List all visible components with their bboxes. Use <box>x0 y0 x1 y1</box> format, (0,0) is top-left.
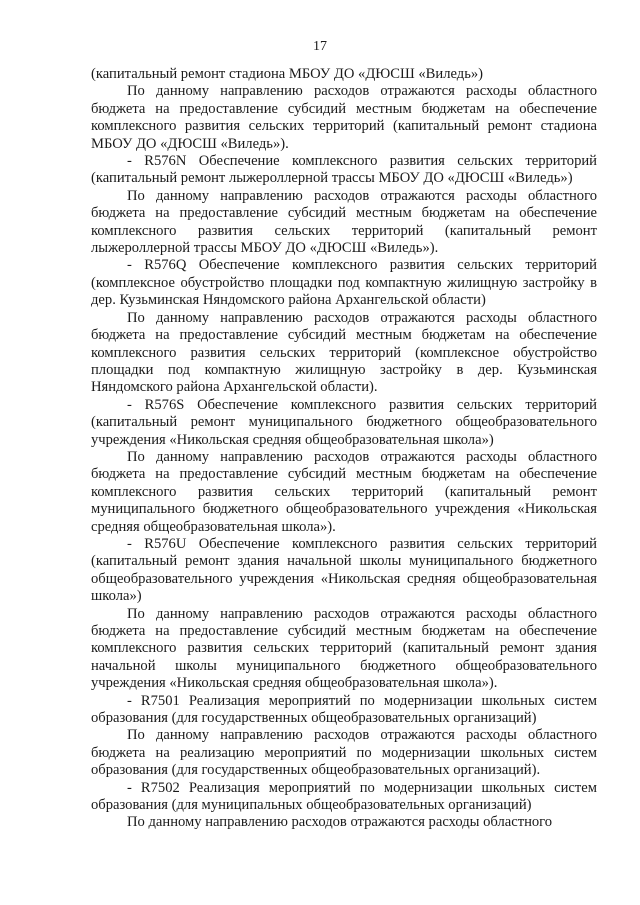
paragraph-description: По данному направлению расходов отражаются расходы областного бюджета на реализацию мероприятий по модернизации школьных систем образования (для государственных общеобразовательных организаций). <box>91 727 597 779</box>
paragraph-description: По данному направлению расходов отражаются расходы областного <box>127 814 553 831</box>
document-body <box>91 66 597 832</box>
paragraph-code-r7502: - R7502 Реализация мероприятий по модернизации школьных систем образования (для муниципальных общеобразовательных организаций) <box>91 779 597 814</box>
paragraph-description: По данному направлению расходов отражаются расходы областного бюджета на предоставление субсидий местным бюджетам на обеспечение комплексного развития сельских территорий (капитальный ремонт муниципального бюджетного общеобразовательного учреждения «Никольская средняя общеобразовательная школа»). <box>91 448 597 535</box>
paragraph-description: По данному направлению расходов отражаются расходы областного бюджета на предоставление субсидий местным бюджетам на обеспечение комплексного развития сельских территорий (комплексное обустройство площадки под компактную жилищную застройку в дер. Кузьминская Няндомского района Архангельской области). <box>91 309 597 396</box>
paragraph-code-r7501: - R7501 Реализация мероприятий по модернизации школьных систем образования (для государственных общеобразовательных организаций) <box>91 692 597 727</box>
paragraph-description: По данному направлению расходов отражаются расходы областного бюджета на предоставление субсидий местным бюджетам на обеспечение комплексного развития сельских территорий (капитальный ремонт лыжероллерной трассы МБОУ ДО «ДЮСШ «Виледь»). <box>91 187 597 257</box>
paragraph-code-r576s: - R576S Обеспечение комплексного развития сельских территорий (капитальный ремонт муниципального бюджетного общеобразовательного учреждения «Никольская средняя общеобразовательная школа») <box>91 396 597 448</box>
page-number: 17 <box>313 39 327 54</box>
paragraph-description: По данному направлению расходов отражаются расходы областного бюджета на предоставление субсидий местным бюджетам на обеспечение комплексного развития сельских территорий (капитальный ремонт здания начальной школы муниципального бюджетного общеобразовательного учреждения «Никольская средняя общеобразовательная школа»). <box>91 605 597 692</box>
paragraph-code-r576q: - R576Q Обеспечение комплексного развития сельских территорий (комплексное обустройство площадки под компактную жилищную застройку в дер. Кузьминская Няндомского района Архангельской области) <box>91 257 597 309</box>
paragraph-code-r576n: - R576N Обеспечение комплексного развития сельских территорий (капитальный ремонт лыжероллерной трассы МБОУ ДО «ДЮСШ «Виледь») <box>91 153 597 187</box>
paragraph-continuation: (капитальный ремонт стадиона МБОУ ДО «ДЮСШ «Виледь») <box>91 66 484 82</box>
paragraph-code-r576u: - R576U Обеспечение комплексного развития сельских территорий (капитальный ремонт здания начальной школы муниципального бюджетного общеобразовательного учреждения «Никольская средняя общеобразовательная школа») <box>91 535 597 605</box>
paragraph-description: По данному направлению расходов отражаются расходы областного бюджета на предоставление субсидий местным бюджетам на обеспечение комплексного развития сельских территорий (капитальный ремонт стадиона МБОУ ДО «ДЮСШ «Виледь»). <box>91 83 597 152</box>
